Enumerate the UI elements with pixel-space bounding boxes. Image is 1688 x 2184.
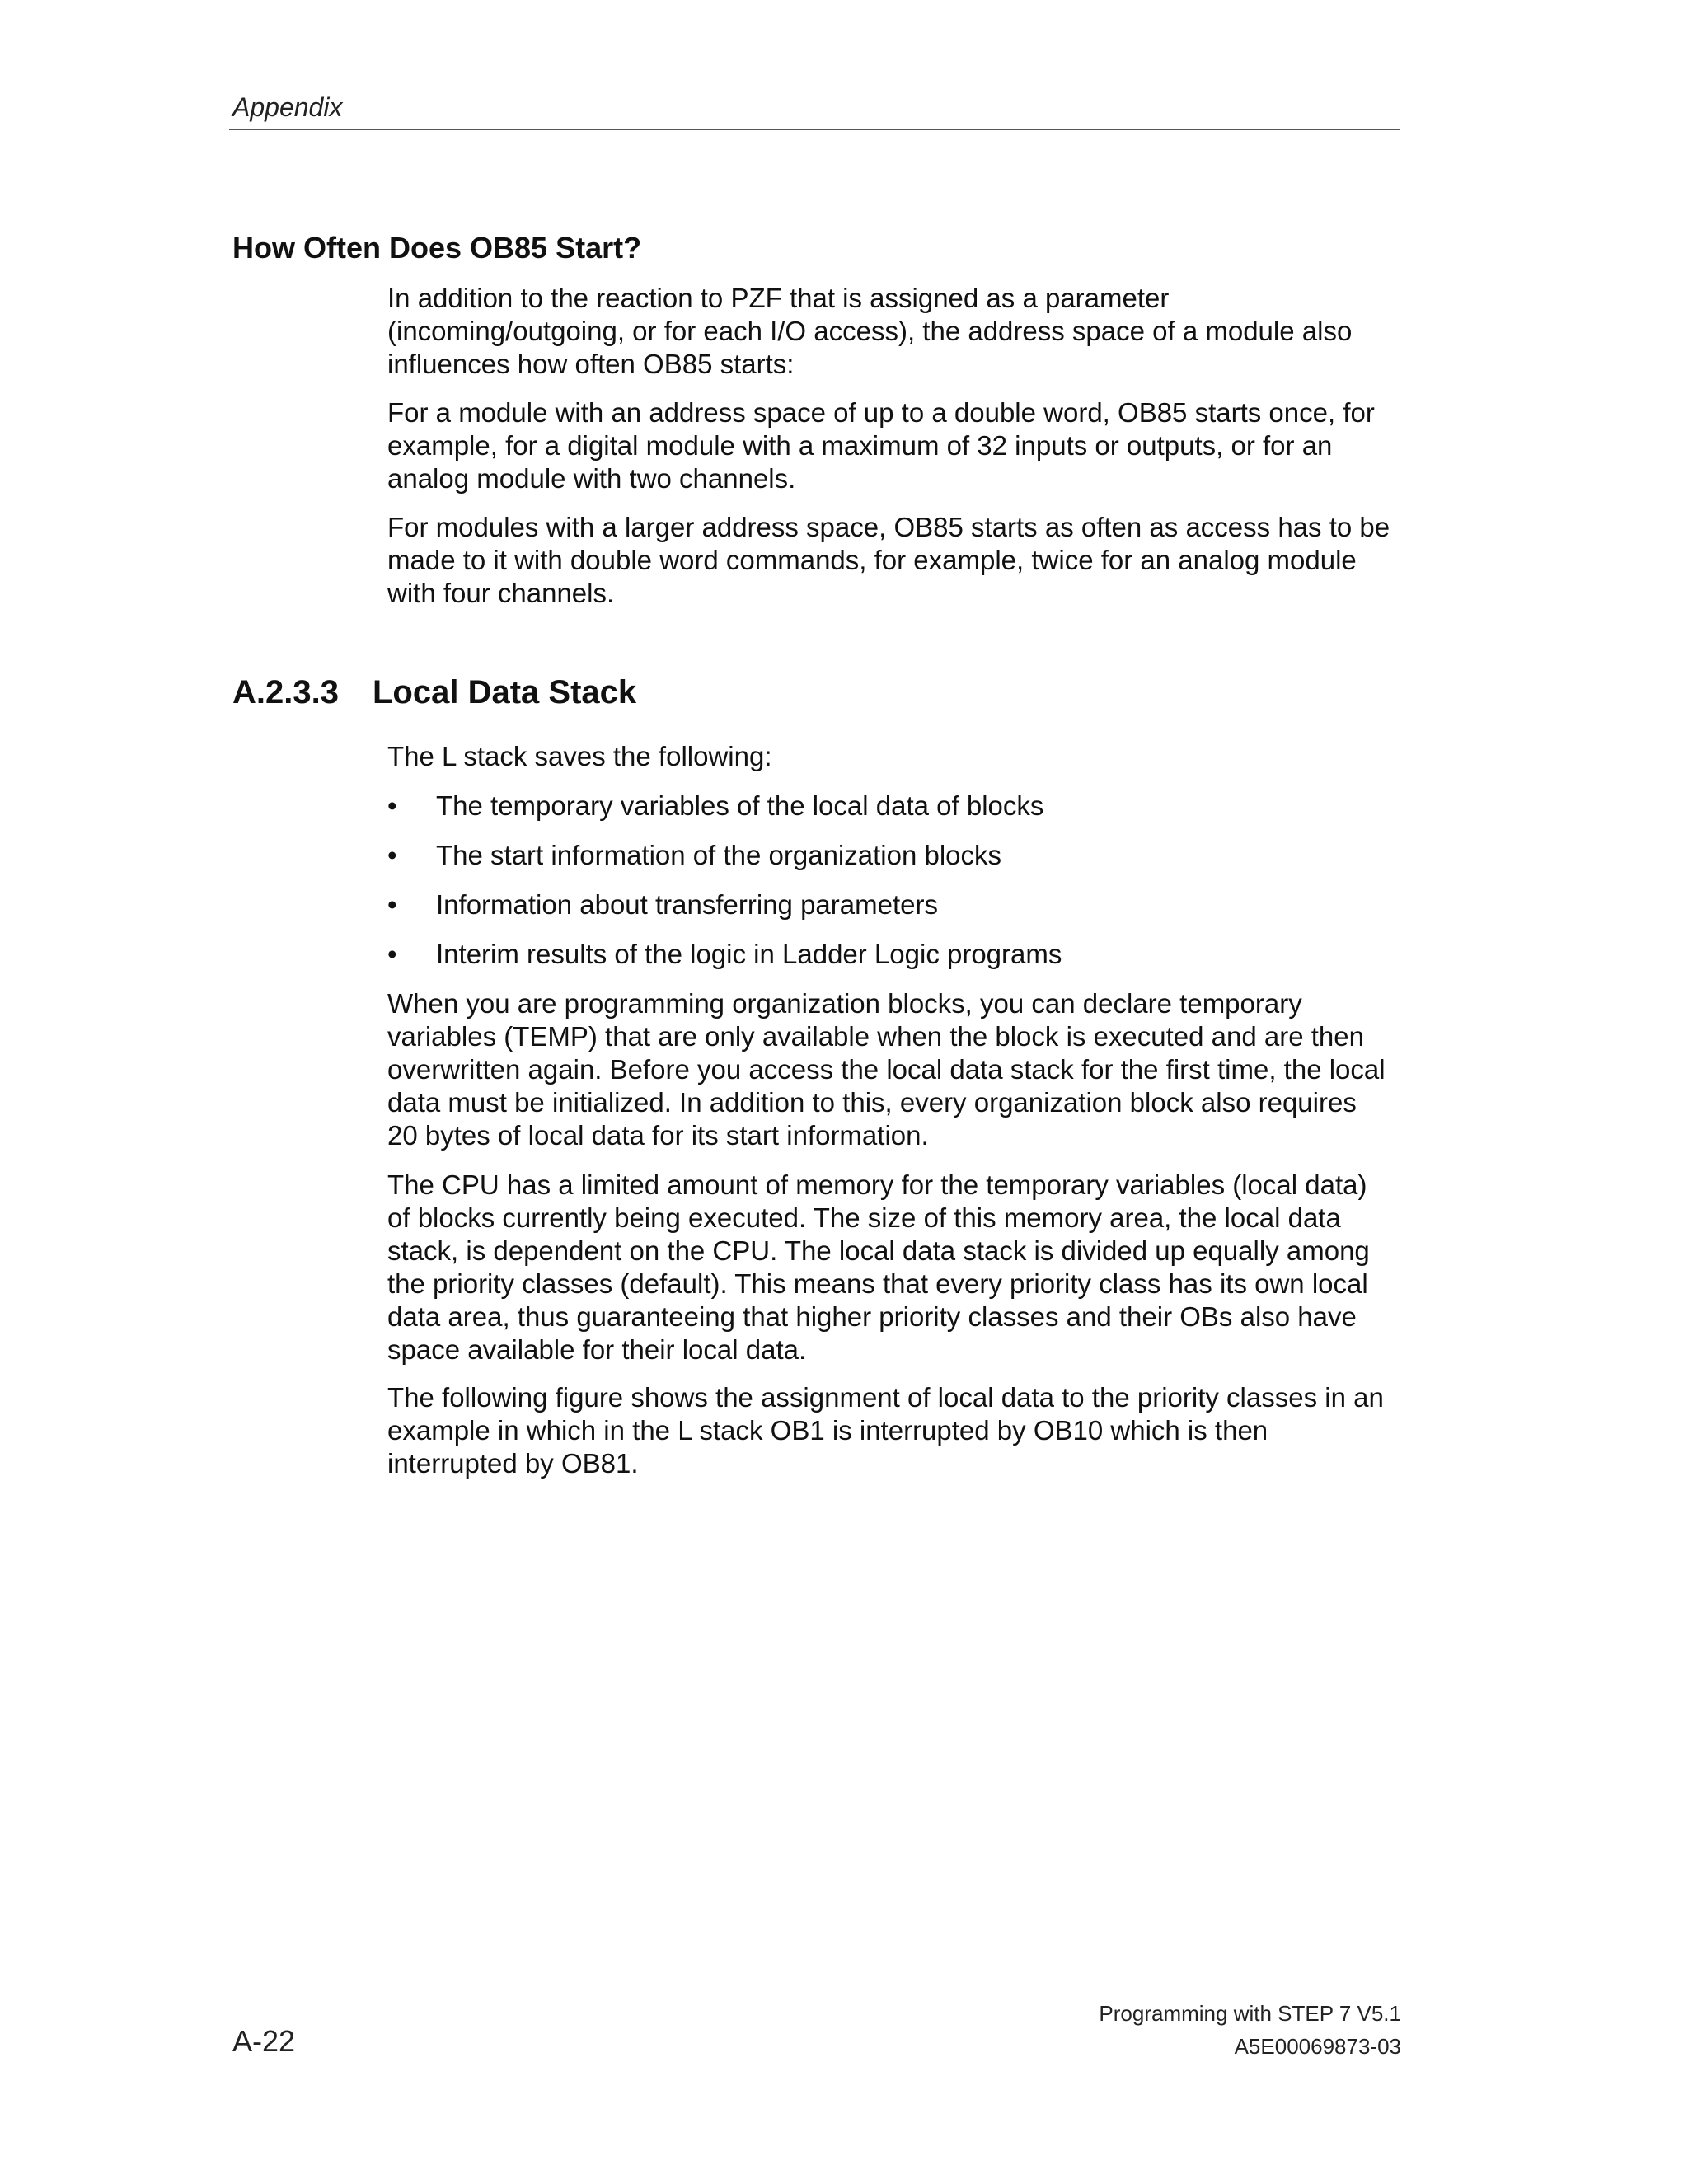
header-divider	[229, 129, 1400, 130]
l-stack-paragraph-1	[387, 987, 1409, 1152]
text-line: the priority classes (default). This means that every priority class has its own local	[387, 1268, 1368, 1299]
bullet-icon: •	[387, 790, 397, 821]
text-line: of blocks currently being executed. The size of this memory area, the local data	[387, 1202, 1341, 1233]
list-item-text: Information about transferring parameters	[436, 889, 938, 920]
ob85-paragraph-1	[387, 282, 1409, 381]
bullet-icon: •	[387, 939, 397, 969]
footer-document-code: A5E00069873-03	[1234, 2034, 1401, 2059]
bullet-icon: •	[387, 889, 397, 920]
page-number: A-22	[232, 2024, 296, 2058]
section-heading	[232, 674, 636, 711]
bullet-icon: •	[387, 840, 397, 870]
text-line: variables (TEMP) that are only available when the block is executed and are then	[387, 1021, 1364, 1052]
text-line: For a module with an address space of up to a double word, OB85 starts once, for	[387, 397, 1375, 428]
text-line: In addition to the reaction to PZF that is assigned as a parameter	[387, 283, 1170, 313]
running-header: Appendix	[232, 92, 343, 122]
text-line: influences how often OB85 starts:	[387, 349, 795, 379]
text-line: data area, thus guaranteeing that higher priority classes and their OBs also have	[387, 1301, 1357, 1332]
text-line: example, for a digital module with a maximum of 32 inputs or outputs, or for an	[387, 430, 1333, 461]
text-line: analog module with two channels.	[387, 463, 796, 494]
text-line: When you are programming organization blocks, you can declare temporary	[387, 988, 1302, 1019]
l-stack-paragraph-2	[387, 1169, 1409, 1366]
text-line: The L stack saves the following:	[387, 741, 772, 771]
list-item-text: The start information of the organization blocks	[436, 840, 1002, 870]
text-line: example in which in the L stack OB1 is interrupted by OB10 which is then	[387, 1415, 1268, 1446]
text-line: made to it with double word commands, for example, twice for an analog module	[387, 545, 1357, 575]
l-stack-paragraph-3	[387, 1381, 1409, 1480]
text-line: data must be initialized. In addition to this, every organization block also requires	[387, 1087, 1357, 1118]
list-item-text: The temporary variables of the local data of blocks	[436, 790, 1044, 821]
text-line: space available for their local data.	[387, 1334, 807, 1365]
section-number: A.2.3.3	[232, 674, 339, 710]
text-line: with four channels.	[387, 578, 615, 608]
l-stack-intro	[387, 740, 1409, 773]
ob85-heading: How Often Does OB85 Start?	[232, 231, 642, 265]
text-line: stack, is dependent on the CPU. The local data stack is divided up equally among	[387, 1235, 1370, 1266]
text-line: (incoming/outgoing, or for each I/O access), the address space of a module also	[387, 316, 1353, 346]
text-line: The CPU has a limited amount of memory for the temporary variables (local data)	[387, 1169, 1367, 1200]
text-line: The following figure shows the assignment of local data to the priority classes in an	[387, 1382, 1384, 1413]
text-line: overwritten again. Before you access the local data stack for the first time, the local	[387, 1054, 1386, 1085]
text-line: interrupted by OB81.	[387, 1448, 639, 1479]
ob85-paragraph-3	[387, 511, 1409, 610]
text-line: 20 bytes of local data for its start information.	[387, 1120, 929, 1151]
section-title: Local Data Stack	[373, 674, 637, 710]
list-item-text: Interim results of the logic in Ladder Logic programs	[436, 939, 1062, 969]
text-line: For modules with a larger address space, OB85 starts as often as access has to be	[387, 512, 1390, 542]
footer-document-title: Programming with STEP 7 V5.1	[1099, 2001, 1401, 2026]
ob85-paragraph-2	[387, 396, 1409, 495]
